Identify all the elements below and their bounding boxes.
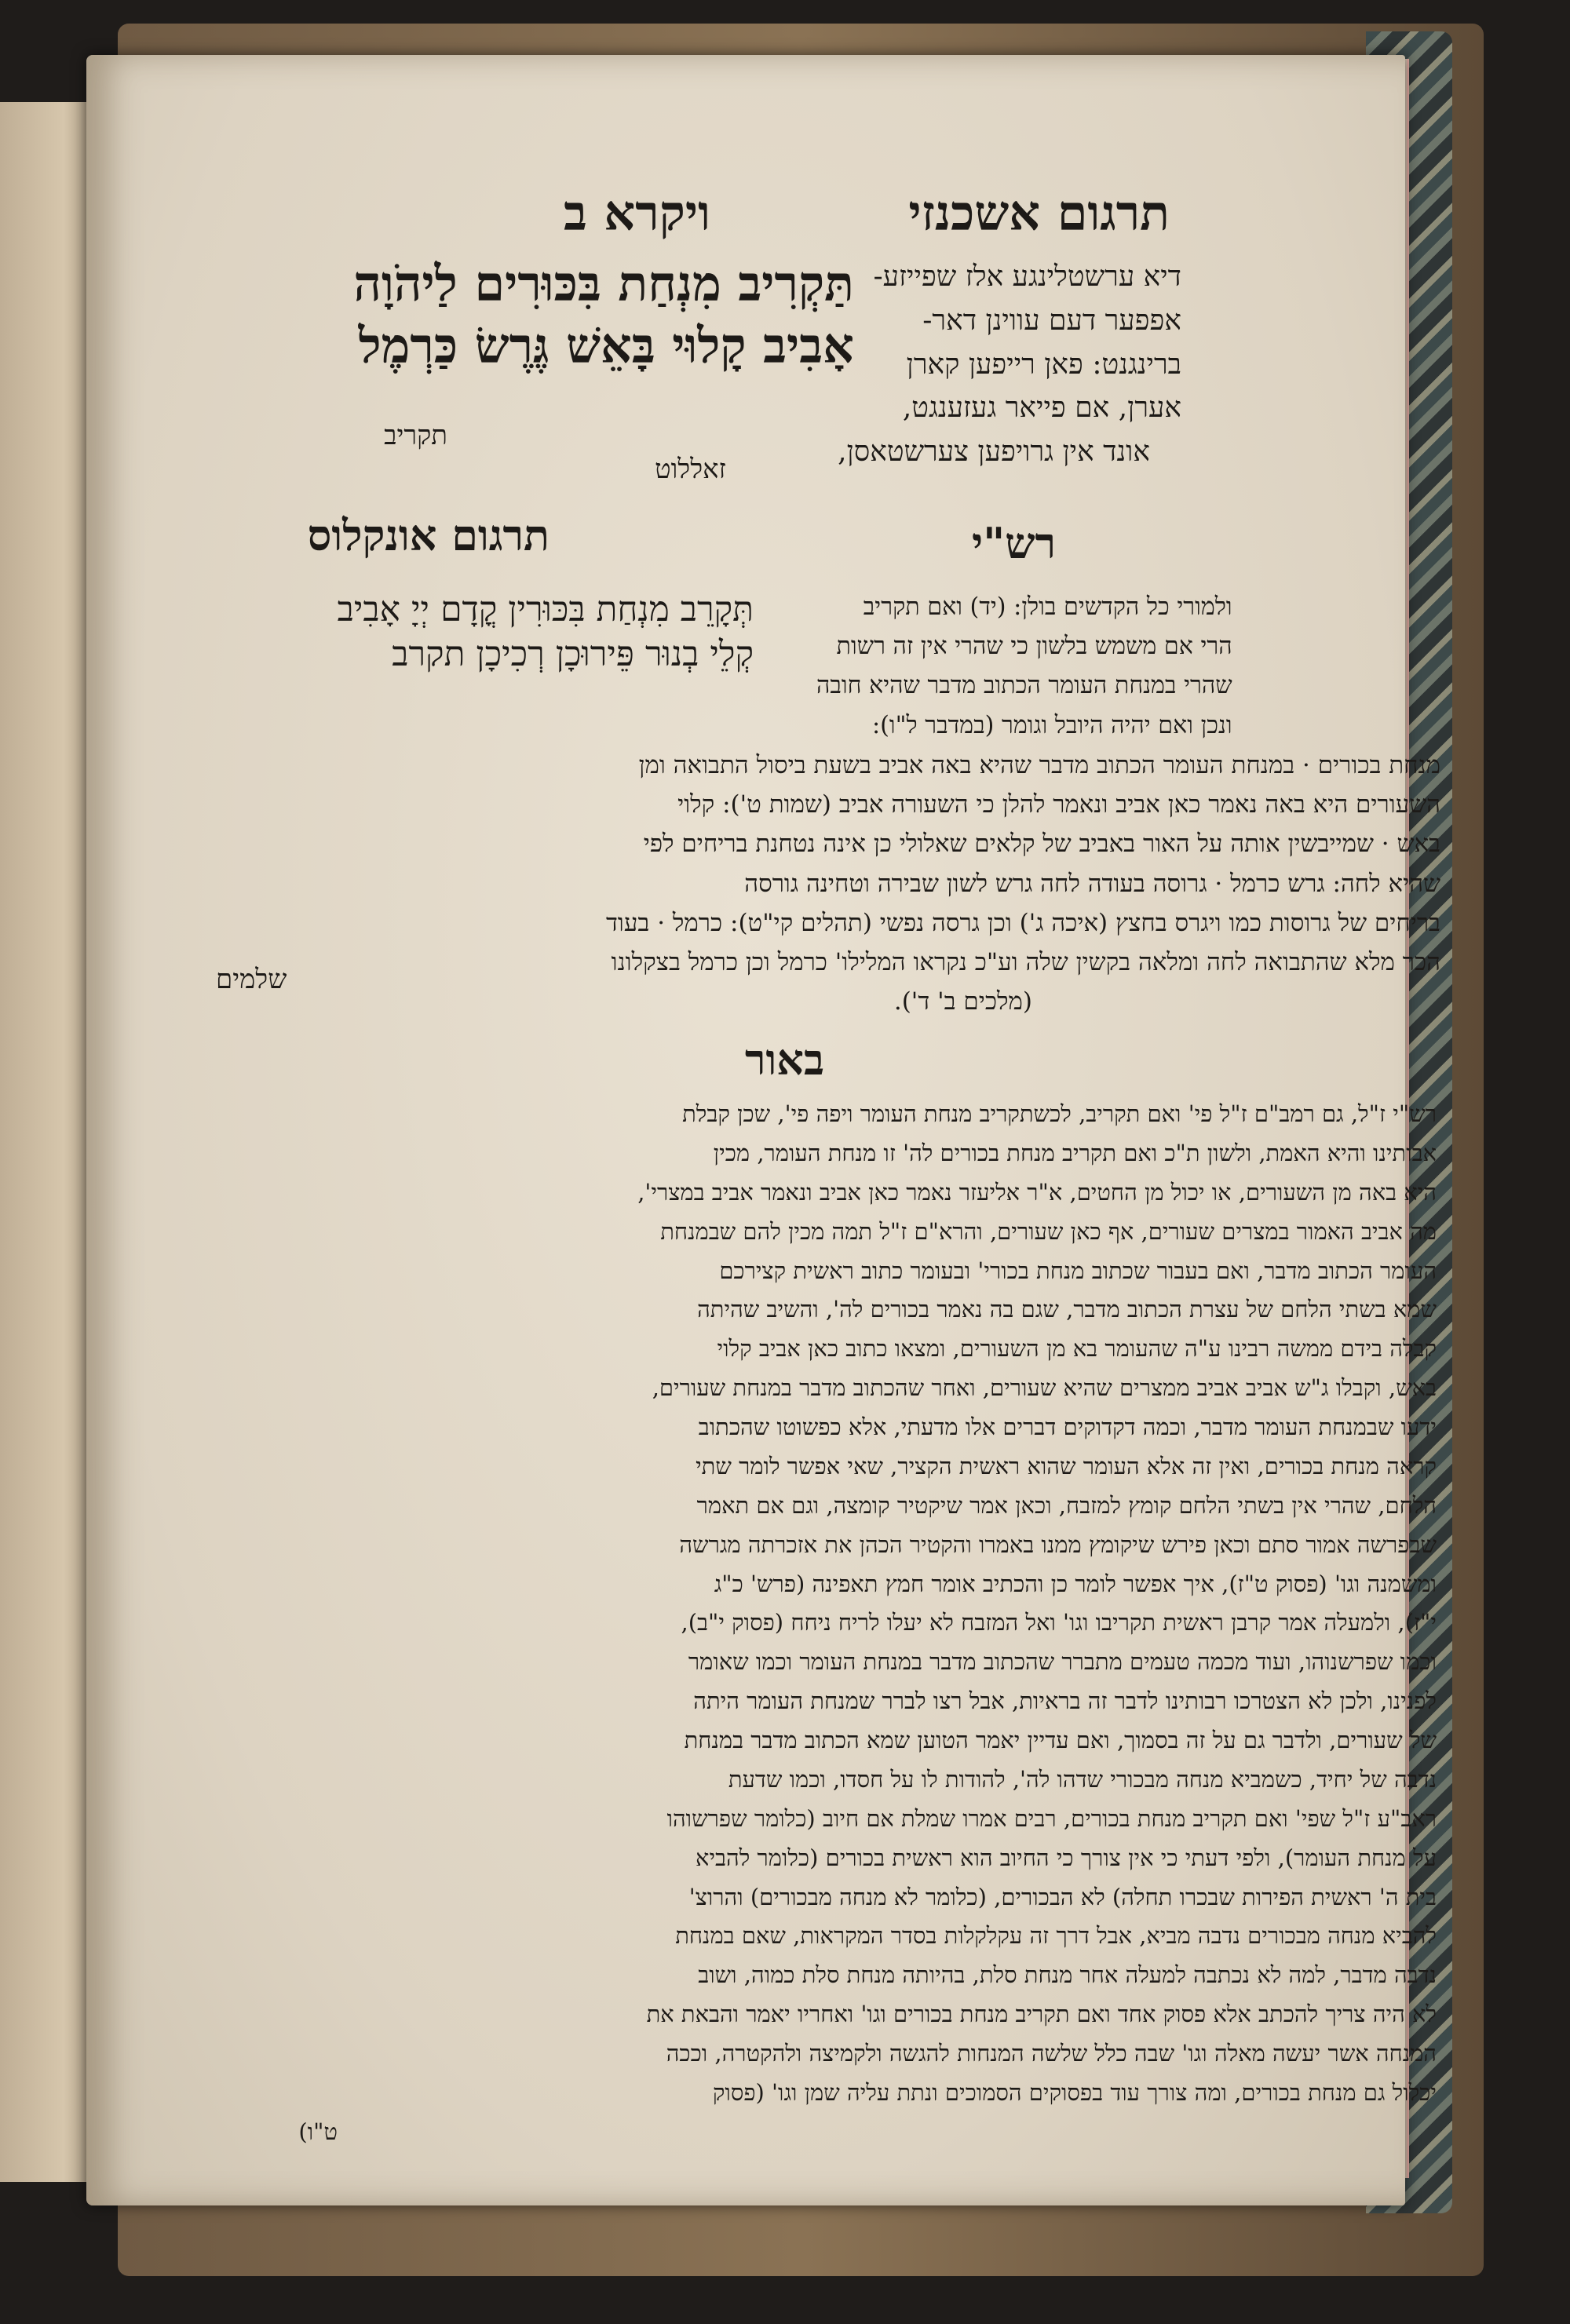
rashi-title: רש"י	[971, 518, 1056, 568]
biur-line: שבפרשה אמור סתם וכאן פירש שיקומץ ממנו באמרו והקטיר הכהן את אזכרתה מגרשה	[679, 1530, 1437, 1558]
biur-line: ראב"ע ז"ל שפי' ואם תקריב מנחת בכורים, רבים אמרו שמלת אם חיוב (כלומר שפרשוהו	[666, 1804, 1437, 1832]
biur-line: י"ז), ולמעלה אמר קרבן ראשית תקריבו וגו' ואל המזבח לא יעלו לריח ניחח (פסוק י"ב),	[681, 1609, 1437, 1636]
rashi-line: ונכן ואם יהיה היובל וגומר (במדבר ל"ו):	[872, 710, 1232, 739]
rashi-line: שהרי במנחת העומר הכתוב מדבר שהיא חובה	[816, 671, 1232, 700]
rashi-line: שהיא לחה: גרש כרמל · גרוסה בעודה לחה גרש לשון שבירה וטחינה גורסה	[744, 869, 1440, 898]
rashi-line: ולמורי כל הקדשים בולן: (יד) ואם תקריב	[864, 593, 1232, 621]
rashi-line: מנחת בכורים · במנחת העומר הכתוב מדבר שהיא באה אביב בשעת ביסול התבואה ומן	[638, 751, 1440, 779]
biur-line: ט"ו)	[298, 2118, 338, 2145]
onkelos-text	[338, 587, 754, 677]
biur-line: שמא בשתי הלחם של עצרת הכתוב מדבר, שגם בה נאמר בכורים לה', והשיב שהיתה	[697, 1296, 1437, 1323]
rashi-line: הרי אם משמש בלשון כי שהרי אין זה רשות	[836, 632, 1232, 661]
biur-line: הלחם, שהרי אין בשתי הלחם קומץ למזבח, וכאן אמר שיקטיר קומצה, וגם אם תאמר	[696, 1491, 1437, 1519]
biur-text	[298, 1095, 1437, 2152]
verse-text	[353, 253, 854, 378]
biur-line: להביא מנחה מבכורים נדבה מביא, אבל דרך זה עקלקלות בסדר המקראות, שאם במנחת	[675, 1922, 1437, 1950]
verse-catchword: תקריב	[384, 420, 447, 451]
verse-line: תַּקְרִיב מִנְחַת בִּכּוּרִים לַיהֹוָה	[353, 255, 854, 312]
rashi-catchword: שלמים	[216, 964, 287, 995]
header-left: ויקרא ב	[563, 184, 710, 242]
biur-line: המנחה אשר יעשה מאלה וגו' שבה כלל שלשה המנחות להגשה ולקמיצה ולהקטרה, וככה	[666, 2040, 1437, 2067]
biur-line: של שעורים, ולדבר גם על זה בסמוך, ואם עדיין יאמר הטוען שמא הכתוב מדבר במנחת	[684, 1727, 1437, 1753]
rashi-line: השעורים היא באה נאמר כאן אביב ונאמר להלן כי השעורה אביב (שמות ט'): קלוי	[677, 790, 1440, 819]
biur-line: מה אביב האמור במצרים שעורים, אף כאן שעורים, והרא"ם ז"ל תמה מכין להם שבמנחת	[660, 1217, 1437, 1245]
biur-line: לא היה צריך להכתב אלא פסוק אחד ואם תקריב מנחת בכורים וגו' ואחריו יאמר והבאת את	[646, 2001, 1437, 2028]
biur-line: וכמו שפרשנוהו, ועוד מכמה טעמים מתברר שהכתוב מדבר במנחת העומר וכמו שאומר	[688, 1648, 1437, 1676]
rashi-line: הכר מלא שהתבואה לחה ומלאה בקשין שלה וע"כ נקראו המלילו' כרמל וכן כרמל בצקלונו	[611, 948, 1440, 977]
rashi-line: (מלכים ב' ד').	[893, 987, 1032, 1016]
rashi-line: בריחים של גרוסות כמו ויגרס בחצץ (איכה ג') וכן גרסה נפשי (תהלים קי"ט): כרמל · בעוד	[606, 908, 1440, 937]
biur-line: ידעו שבמנחת העומר מדבר, וכמה דקדוקים דברים אלו מדעתי, אלא כפשוטו שהכתוב	[698, 1414, 1437, 1440]
onkelos-title: תרגום אונקלוס	[307, 510, 550, 560]
biur-line: נדבה מדבר, למה לא נכתבה למעלה אחר מנחת סלת, בהיותה מנחת סלת כמוה, ושוב	[698, 1961, 1437, 1989]
translation-line: ברינגנט: פאן רייפען קארן	[906, 348, 1181, 381]
biur-line: אבותינו והיא האמת, ולשון ת"כ ואם תקריב מנחת בכורים לה' זו מנחת העומר, מכין	[713, 1139, 1437, 1166]
translation-line: דיא ערשטלינגע אלז שפייזע-	[873, 261, 1181, 293]
biur-line: העומר הכתוב מדבר, ואם בעבור שכתוב מנחת בכורי' ובעומר כתוב ראשית קצירכם	[719, 1257, 1437, 1284]
verse-catchword-mid: זאללוט	[655, 454, 726, 485]
biur-line: לפנינו, ולכן לא הצטרכו רבותינו לדבר זה בראיות, אבל רצו לברר שמנחת העומר היתה	[693, 1687, 1437, 1715]
onkelos-line: קְלֵי בְנוּר פֵּירוּכָן רְכִיכָן תקרב	[392, 634, 754, 675]
header-right: תרגום אשכנזי	[908, 184, 1170, 242]
translation-column	[838, 255, 1181, 474]
rashi-line: באש · שמייבשין אותה על האור באביב של קלאים שאלולי כן אינה נטחנת בריחים לפי	[643, 830, 1440, 859]
biur-line: ומשמנה וגו' (פסוק ט"ז), איך אפשר לומר כן והכתיב אומר חמץ תאפינה (פרש' כ"ג	[714, 1570, 1437, 1597]
biur-line: באש, וקבלו ג"ש אביב אביב ממצרים שהיא שעורים, ואחר שהכתוב מדבר במנחת שעורים,	[652, 1374, 1437, 1402]
rashi-right-column	[805, 587, 1232, 745]
biur-line: בית ה' ראשית הפירות שבכרו תחלה) לא הבכורים, (כלומר לא מנחה מבכורים) והרוצ'	[688, 1883, 1437, 1910]
biur-line: היא באה מן השעורים, או יכול מן החטים, א"ר אליעזר נאמר כאן אביב ונאמר אביב במצרי',	[637, 1178, 1437, 1206]
biur-line: רש"י ז"ל, גם רמב"ם ז"ל פי' ואם תקריב, לכשתקריב מנחת העומר ויפה פי', שכן קבלת	[682, 1100, 1437, 1127]
biur-line: יכלול גם מנחת בכורים, ומה צורך עוד בפסוקים הסמוכים ונתת עליה שמן וגו' (פסוק	[712, 2078, 1437, 2106]
translation-line: אפפער דעם עווינן דאר-	[922, 304, 1181, 337]
verse-line: אָבִיב קָלוּי בָּאֵשׁ גֶּרֶשׂ כַּרְמֶל	[358, 317, 854, 375]
translation-line: אונד אין גרויפען צערשטאסן,	[838, 436, 1150, 469]
rashi-full-width	[606, 746, 1440, 1022]
biur-title: באור	[744, 1034, 824, 1085]
onkelos-line: תְּקָרֵב מִנְחַת בִּכּוּרִין קֳדָם יְיָ אָבִיב	[337, 589, 754, 629]
biur-line: על מנחת העומר), ולפי דעתי כי אין צורך כי החיוב הוא ראשית בכורים (כלומר להביא	[696, 1844, 1437, 1871]
biur-line: קראה מנחת בכורים, ואין זה אלא העומר שהוא ראשית הקציר, שאי אפשר לומר שתי	[696, 1452, 1437, 1479]
translation-line: אערן, אם פייאר געזענגט,	[902, 392, 1181, 425]
biur-line: נדבה של יחיד, כשמביא מנחה מבכורי שדהו לה', להודות לו על חסדו, וכמו שדעת	[728, 1765, 1437, 1793]
biur-line: קבלה בידם ממשה רבינו ע"ה שהעומר בא מן השעורים, ומצאו כתוב כאן אביב קלוי	[717, 1335, 1437, 1363]
